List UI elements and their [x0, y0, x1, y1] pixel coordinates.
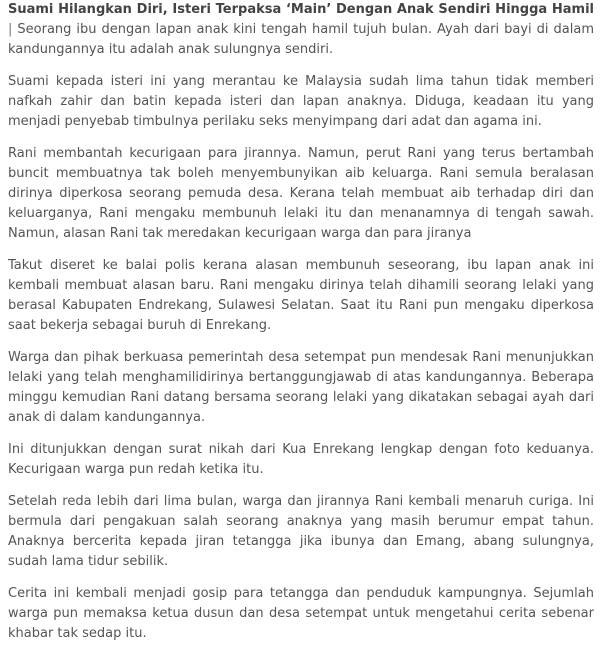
paragraph: Warga dan pihak berkuasa pemerintah desa setempat pun mendesak Rani menunjukkan lelaki yang telah menghamilidirinya bertanggungjawab di atas kandungannya. Beberapa minggu kemudian Rani datang bersama seorang lelaki yang dikatakan sebagai ayah dari anak di dalam kandungannya.	[8, 350, 594, 425]
paragraph: Ini ditunjukkan dengan surat nikah dari Kua Enrekang lengkap dengan foto keduanya. Kecurigaan warga pun redah ketika itu.	[8, 442, 594, 477]
paragraph: Suami kepada isteri ini yang merantau ke Malaysia sudah lima tahun tidak memberi nafkah zahir dan batin kepada isteri dan lapan anaknya. Diduga, keadaan itu yang menjadi penyebab timbulnya perilaku seks menyimpang dari adat dan agama ini.	[8, 74, 594, 129]
paragraph-text: Seorang ibu dengan lapan anak kini tengah hamil tujuh bulan. Ayah dari bayi di dalam kandungannya itu adalah anak sulungnya sendiri.	[8, 22, 594, 57]
paragraph: Setelah reda lebih dari lima bulan, warga dan jirannya Rani kembali menaruh curiga. Ini bermula dari pengakuan salah seorang anaknya yang masih berumur empat tahun. Anaknya bercerita kepada jiran tetangga jika ibunya dan Emang, abang sulungnya, sudah lama tidur sebilik.	[8, 494, 594, 569]
article-title: Suami Hilangkan Diri, Isteri Terpaksa ‘Main’ Dengan Anak Sendiri Hingga Hamil	[8, 2, 594, 17]
paragraph: Takut diseret ke balai polis kerana alasan membunuh seseorang, ibu lapan anak ini kembali membuat alasan baru. Rani mengaku dirinya telah dihamili seorang lelaki yang berasal Kabupaten Endrekang, Sulawesi Selatan. Saat itu Rani pun mengaku diperkosa saat bekerja sebagai buruh di Enrekang.	[8, 258, 594, 333]
title-separator: |	[8, 22, 13, 37]
paragraph: Cerita ini kembali menjadi gosip para tetangga dan penduduk kampungnya. Sejumlah warga pun memaksa ketua dusun dan desa setempat untuk mengetahui cerita sebenar khabar tak sedap itu.	[8, 586, 594, 641]
lead-paragraph	[8, 0, 594, 60]
paragraph: Rani membantah kecurigaan para jirannya. Namun, perut Rani yang terus bertambah buncit membuatnya tak boleh menyembunyikan aib keluarga. Rani semula beralasan dirinya diperkosa seorang pemuda desa. Kerana telah membuat aib terhadap diri dan keluarganya, Rani mengaku membunuh lelaki itu dan menanamnya di tengah sawah. Namun, alasan Rani tak meredakan kecurigaan warga dan para jiranya	[8, 146, 594, 241]
